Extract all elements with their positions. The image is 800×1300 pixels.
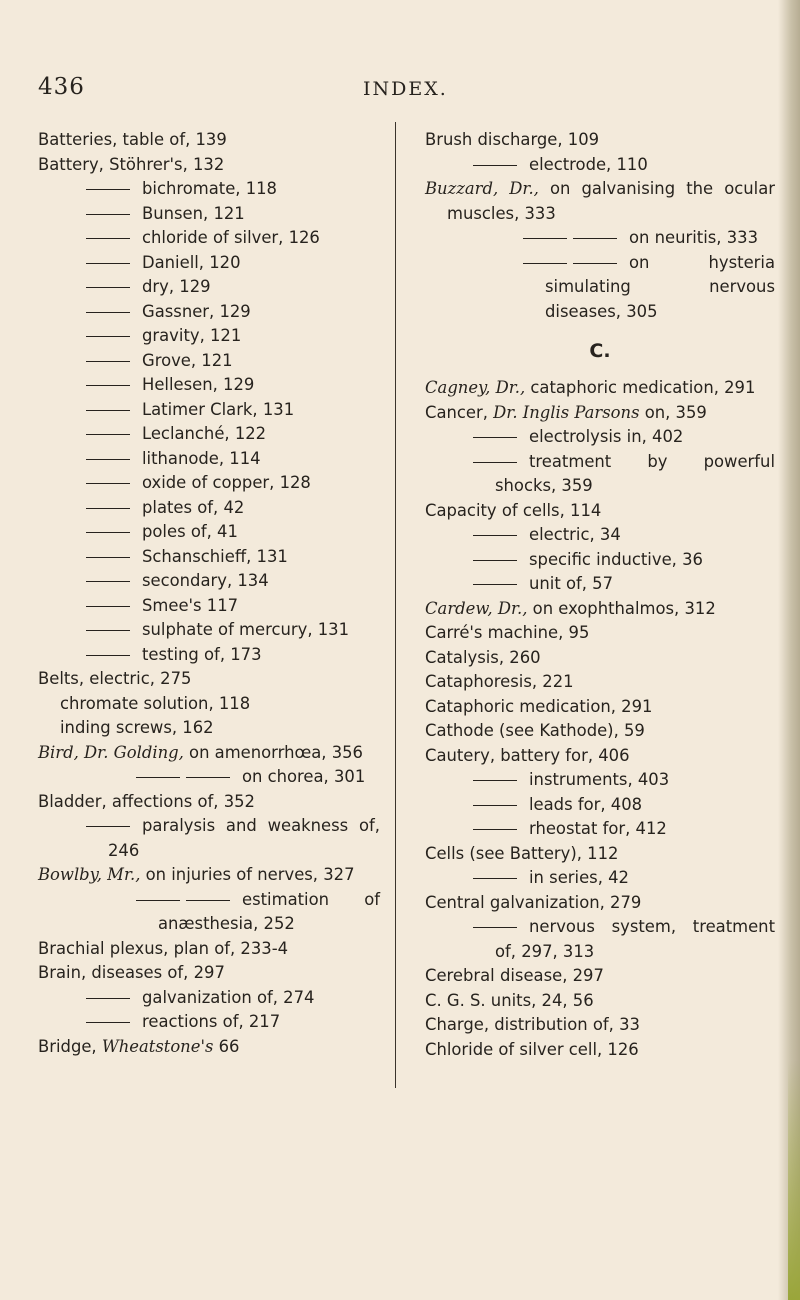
entry-text: secondary, 134 xyxy=(142,571,269,590)
dash-leader xyxy=(86,251,142,276)
entry-text: on injuries of nerves, 327 xyxy=(140,865,355,884)
section-letter: C. xyxy=(589,340,611,362)
dash-leader xyxy=(86,1010,142,1035)
double-dash-leader xyxy=(136,888,242,913)
double-dash-leader xyxy=(136,765,242,790)
index-entry xyxy=(38,961,380,986)
entry-text: specific inductive, 36 xyxy=(529,549,703,569)
index-entry-author xyxy=(425,597,775,622)
entry-text: Bladder, affections of, 352 xyxy=(38,791,255,811)
entry-text: testing of, 173 xyxy=(142,644,262,664)
entry-text: Brush discharge, 109 xyxy=(425,130,600,149)
dash-leader xyxy=(473,153,529,178)
entry-text: reactions of, 217 xyxy=(142,1012,281,1031)
entry-text: in series, 42 xyxy=(529,868,629,887)
entry-text: cataphoric medication, 291 xyxy=(525,378,756,397)
dash-leader xyxy=(86,349,142,374)
dash-leader xyxy=(473,768,529,793)
author-name: Wheatstone's xyxy=(101,1036,214,1056)
index-column-right xyxy=(425,128,775,1062)
index-subentry-double xyxy=(425,251,775,325)
page-title: INDEX. xyxy=(363,78,448,100)
dash-leader xyxy=(86,496,142,521)
entry-text: sulphate of mercury, 131 xyxy=(142,620,350,639)
dash-leader xyxy=(473,523,529,548)
index-subentry xyxy=(38,814,380,863)
dash-leader xyxy=(473,425,529,450)
entry-text: Charge, distribution of, 33 xyxy=(425,1015,640,1034)
index-entry-author xyxy=(38,1035,380,1060)
dash-leader xyxy=(473,817,529,842)
index-entry xyxy=(425,621,775,646)
author-name: Bowlby, Mr., xyxy=(38,865,141,884)
index-subentry-double xyxy=(425,226,775,251)
entry-text: electrolysis in, 402 xyxy=(529,427,684,446)
entry-text: estimation of anæsthesia, 252 xyxy=(158,889,380,933)
dash-leader xyxy=(86,398,142,423)
entry-text: on chorea, 301 xyxy=(242,767,366,786)
index-subentry xyxy=(38,300,380,325)
entry-text: Cerebral disease, 297 xyxy=(425,966,604,985)
entry-text: Central galvanization, 279 xyxy=(425,892,642,912)
index-subentry xyxy=(38,349,380,374)
double-dash-leader xyxy=(523,251,629,276)
entry-text: Cataphoric medication, 291 xyxy=(425,696,653,716)
index-entry xyxy=(425,964,775,989)
entry-text: nervous system, treatment of, 297, 313 xyxy=(495,917,775,961)
index-entry xyxy=(425,1013,775,1038)
dash-leader xyxy=(86,594,142,619)
dash-leader xyxy=(86,545,142,570)
index-subentry xyxy=(38,520,380,545)
index-subentry xyxy=(425,915,775,964)
entry-text: Belts, electric, 275 xyxy=(38,669,192,688)
index-subentry-double xyxy=(38,765,380,790)
entry-text: on exophthalmos, 312 xyxy=(527,598,716,618)
index-entry-continued xyxy=(38,716,380,741)
page-edge-tint xyxy=(788,1060,800,1300)
index-entry xyxy=(38,667,380,692)
index-subentry xyxy=(38,594,380,619)
dash-leader xyxy=(86,202,142,227)
entry-text: Brachial plexus, plan of, 233-4 xyxy=(38,938,289,958)
index-subentry xyxy=(38,618,380,643)
entry-text: electric, 34 xyxy=(529,525,621,544)
entry-text: unit of, 57 xyxy=(529,574,614,593)
dash-leader xyxy=(86,814,142,839)
index-subentry xyxy=(38,275,380,300)
entry-text: Gassner, 129 xyxy=(142,301,251,321)
column-divider xyxy=(395,122,396,1088)
entry-text: inding screws, 162 xyxy=(60,718,214,737)
index-entry xyxy=(425,1038,775,1063)
index-entry xyxy=(38,790,380,815)
index-entry xyxy=(38,153,380,178)
page-header xyxy=(0,74,800,114)
entry-text: on neuritis, 333 xyxy=(629,228,759,247)
index-subentry xyxy=(38,398,380,423)
dash-leader xyxy=(473,450,529,475)
dash-leader xyxy=(86,569,142,594)
entry-text: chromate solution, 118 xyxy=(60,693,251,713)
index-subentry xyxy=(38,373,380,398)
index-entry xyxy=(425,989,775,1014)
index-entry xyxy=(38,128,380,153)
index-subentry xyxy=(38,422,380,447)
index-subentry xyxy=(425,866,775,891)
dash-leader xyxy=(86,643,142,668)
index-entry xyxy=(38,937,380,962)
entry-text: Carré's machine, 95 xyxy=(425,623,590,642)
entry-text: on galvanising the ocular muscles, 333 xyxy=(447,179,775,223)
author-name: Buzzard, Dr., xyxy=(425,179,539,198)
double-dash-leader xyxy=(523,226,629,251)
entry-text: Brain, diseases of, 297 xyxy=(38,963,225,982)
entry-text: poles of, 41 xyxy=(142,522,238,541)
index-entry-author xyxy=(425,177,775,226)
dash-leader xyxy=(473,572,529,597)
index-entry-continued xyxy=(38,692,380,717)
index-subentry xyxy=(425,523,775,548)
entry-text: Grove, 121 xyxy=(142,350,233,370)
entry-text: Capacity of cells, 114 xyxy=(425,500,602,520)
index-subentry xyxy=(38,496,380,521)
entry-text: Cells (see Battery), 112 xyxy=(425,843,619,863)
dash-leader xyxy=(86,226,142,251)
index-entry-author xyxy=(38,741,380,766)
dash-leader xyxy=(86,618,142,643)
dash-leader xyxy=(473,548,529,573)
entry-text: plates of, 42 xyxy=(142,497,245,517)
index-subentry xyxy=(425,153,775,178)
index-subentry xyxy=(425,548,775,573)
entry-text: Cautery, battery for, 406 xyxy=(425,745,630,765)
dash-leader xyxy=(86,520,142,545)
entry-text: treatment by powerful shocks, 359 xyxy=(495,451,775,495)
dash-leader xyxy=(86,275,142,300)
entry-text: lithanode, 114 xyxy=(142,448,261,468)
index-entry xyxy=(425,646,775,671)
dash-leader xyxy=(473,866,529,891)
entry-text: 66 xyxy=(213,1036,240,1056)
index-entry xyxy=(425,891,775,916)
index-group-c xyxy=(425,376,775,1062)
index-subentry xyxy=(425,793,775,818)
index-subentry xyxy=(38,324,380,349)
index-subentry xyxy=(38,226,380,251)
entry-text: rheostat for, 412 xyxy=(529,819,667,838)
dash-leader xyxy=(86,324,142,349)
entry-text: Catalysis, 260 xyxy=(425,647,541,667)
entry-text: galvanization of, 274 xyxy=(142,987,315,1007)
entry-text: Schanschieff, 131 xyxy=(142,546,288,566)
entry-text: oxide of copper, 128 xyxy=(142,473,311,492)
index-entry-author xyxy=(38,863,380,888)
index-subentry xyxy=(38,202,380,227)
dash-leader xyxy=(473,915,529,940)
entry-prefix: Bridge, xyxy=(38,1036,102,1056)
entry-text: electrode, 110 xyxy=(529,154,648,174)
dash-leader xyxy=(86,373,142,398)
index-entry-author xyxy=(425,376,775,401)
entry-text: bichromate, 118 xyxy=(142,179,277,198)
entry-text: Cataphoresis, 221 xyxy=(425,672,574,691)
index-subentry xyxy=(425,425,775,450)
dash-leader xyxy=(473,793,529,818)
index-subentry xyxy=(38,1010,380,1035)
dash-leader xyxy=(86,447,142,472)
index-subentry xyxy=(38,569,380,594)
index-entry xyxy=(425,499,775,524)
page-number: 436 xyxy=(38,74,85,100)
index-subentry xyxy=(38,447,380,472)
index-subentry xyxy=(425,768,775,793)
index-entry xyxy=(425,670,775,695)
dash-leader xyxy=(86,177,142,202)
entry-text: Smee's 117 xyxy=(142,595,239,615)
entry-text: instruments, 403 xyxy=(529,770,670,789)
dash-leader xyxy=(86,422,142,447)
index-subentry xyxy=(38,177,380,202)
index-subentry xyxy=(425,817,775,842)
index-subentry-double xyxy=(38,888,380,937)
dash-leader xyxy=(86,471,142,496)
index-subentry xyxy=(38,471,380,496)
index-subentry xyxy=(38,643,380,668)
entry-text: Chloride of silver cell, 126 xyxy=(425,1039,639,1059)
index-entry xyxy=(425,842,775,867)
entry-text: leads for, 408 xyxy=(529,794,643,814)
entry-text: gravity, 121 xyxy=(142,326,242,345)
entry-text: chloride of silver, 126 xyxy=(142,228,320,247)
entry-text: Latimer Clark, 131 xyxy=(142,399,295,419)
index-subentry xyxy=(425,450,775,499)
dash-leader xyxy=(86,986,142,1011)
entry-text: on, 359 xyxy=(639,402,707,422)
entry-text: Batteries, table of, 139 xyxy=(38,130,227,149)
entry-text: Battery, Stöhrer's, 132 xyxy=(38,154,225,174)
index-group-b-continued xyxy=(425,128,775,324)
entry-text: Daniell, 120 xyxy=(142,252,241,272)
index-subentry xyxy=(38,986,380,1011)
entry-text: Leclanché, 122 xyxy=(142,424,267,443)
index-subentry xyxy=(425,572,775,597)
author-name: Bird, Dr. Golding, xyxy=(38,742,184,762)
entry-text: paralysis and weakness of, 246 xyxy=(108,816,380,860)
index-entry-author xyxy=(425,401,775,426)
index-entry xyxy=(425,128,775,153)
entry-text: Cathode (see Kathode), 59 xyxy=(425,721,645,740)
entry-prefix: Cancer, xyxy=(425,402,494,422)
dash-leader xyxy=(86,300,142,325)
index-entry xyxy=(425,719,775,744)
entry-text: dry, 129 xyxy=(142,277,211,296)
entry-text: on amenorrhœa, 356 xyxy=(183,742,363,762)
index-subentry xyxy=(38,545,380,570)
author-name: Dr. Inglis Parsons xyxy=(493,402,640,422)
entry-text: Bunsen, 121 xyxy=(142,203,245,223)
index-column-left xyxy=(38,128,380,1059)
entry-text: C. G. S. units, 24, 56 xyxy=(425,990,594,1010)
index-entry xyxy=(425,695,775,720)
index-entry xyxy=(425,744,775,769)
entry-text: Hellesen, 129 xyxy=(142,375,255,394)
entry-text: on hysteria simulating nervous diseases, 305 xyxy=(545,252,775,321)
index-subentry xyxy=(38,251,380,276)
author-name: Cardew, Dr., xyxy=(425,598,528,618)
author-name: Cagney, Dr., xyxy=(425,378,526,397)
